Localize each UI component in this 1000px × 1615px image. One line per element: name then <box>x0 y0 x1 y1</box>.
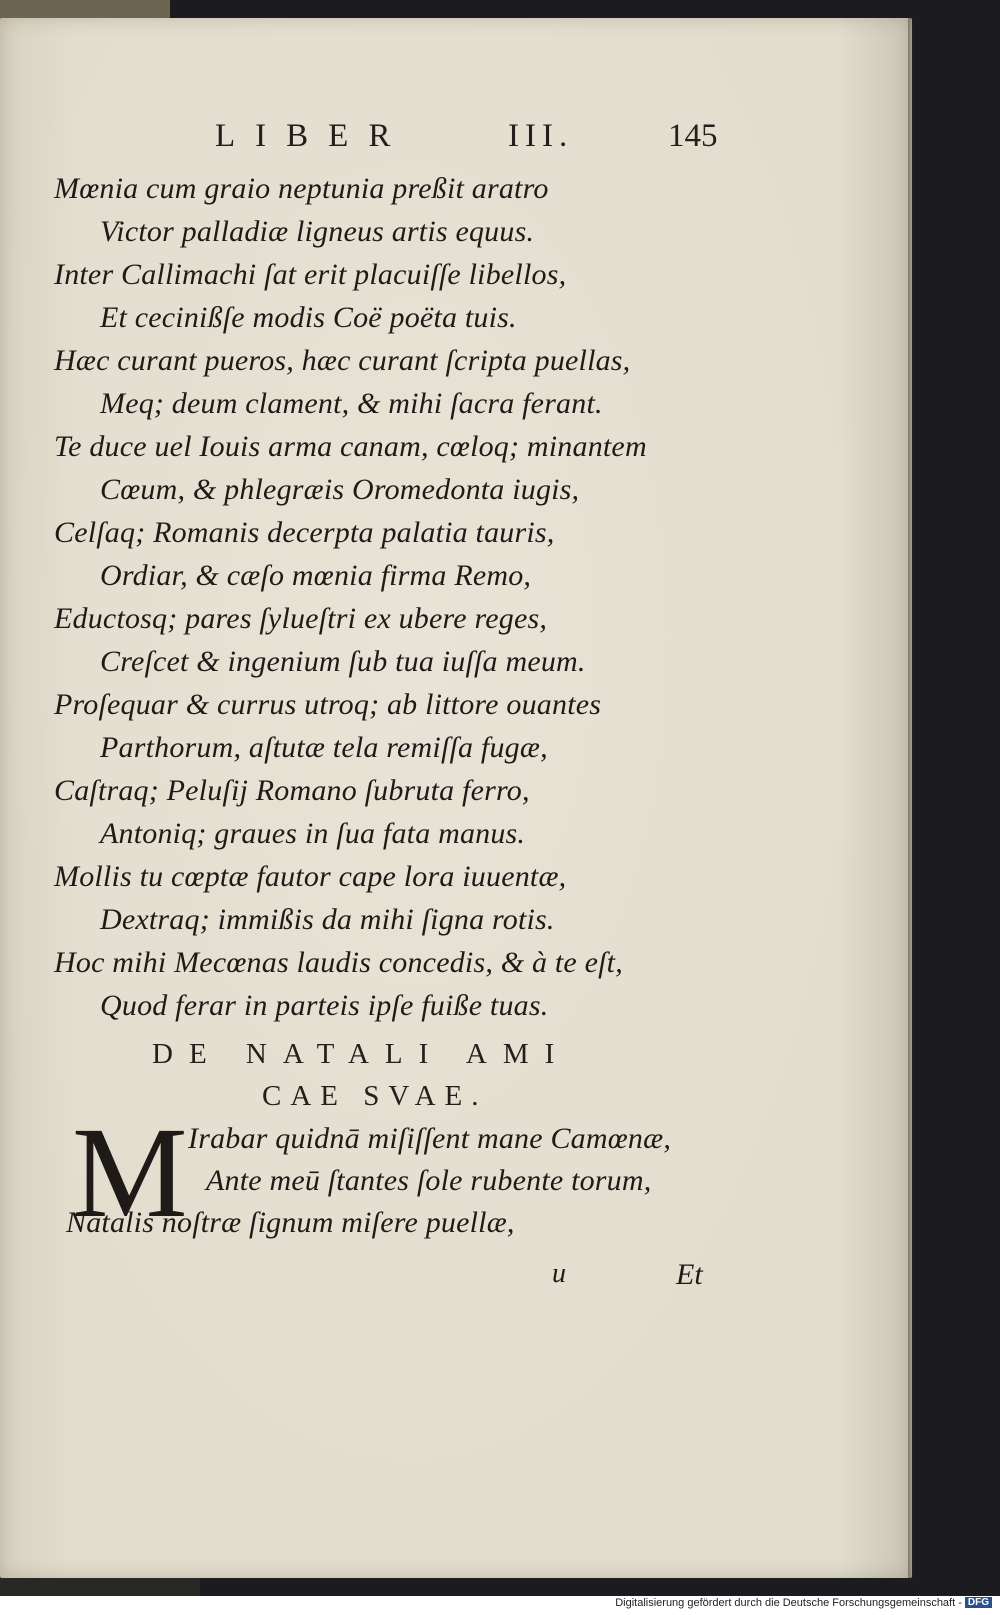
verse-line: Antoniq; graues in ſua fata manus. <box>100 817 526 850</box>
catchword: Et <box>676 1258 703 1291</box>
verse-line: Dextraq; immißis da mihi ſigna rotis. <box>100 903 555 936</box>
verse-line: Eductosq; pares ſylueſtri ex ubere reges, <box>54 602 548 635</box>
verse-line: Te duce uel Iouis arma canam, cœloq; minantem <box>54 430 647 463</box>
verse-line: Creſcet & ingenium ſub tua iuſſa meum. <box>100 645 586 678</box>
verse-line: Parthorum, aſtutæ tela remiſſa fugæ, <box>100 731 548 764</box>
verse-line: Hoc mihi Mecœnas laudis concedis, & à te eſt, <box>54 946 623 979</box>
verse-line: Et cecinißſe modis Coë poëta tuis. <box>100 301 517 334</box>
signature-mark: u <box>552 1258 566 1289</box>
verse-line: Irabar quidnā miſiſſent mane Camœnæ, <box>188 1122 672 1155</box>
dfg-logo: DFG <box>965 1597 992 1608</box>
verse-line: Ordiar, & cæſo mœnia firma Remo, <box>100 559 532 592</box>
poem-heading-line-1: DE NATALI AMI <box>152 1038 571 1070</box>
verse-line: Hæc curant pueros, hæc curant ſcripta puellas, <box>54 344 631 377</box>
verse-line: Victor palladiæ ligneus artis equus. <box>100 215 535 248</box>
verse-line: Celſaq; Romanis decerpta palatia tauris, <box>54 516 555 549</box>
verse-line: Caſtraq; Peluſij Romano ſubruta ferro, <box>54 774 530 807</box>
binding-stub-top <box>0 0 170 20</box>
verse-line: Quod ferar in parteis ipſe fuiße tuas. <box>100 989 549 1022</box>
verse-line: Meq; deum clament, & mihi ſacra ferant. <box>100 387 603 420</box>
page-number: 145 <box>668 118 718 154</box>
verse-line: Natalis noſtræ ſignum miſere puellæ, <box>66 1206 515 1239</box>
running-header <box>0 118 912 158</box>
running-title: LIBER <box>215 118 411 154</box>
drop-cap-initial: M <box>72 1101 188 1245</box>
verse-line: Proſequar & currus utroq; ab littore ouantes <box>54 688 602 721</box>
digitization-credit <box>615 1597 992 1609</box>
verse-line: Ante meū ſtantes ſole rubente torum, <box>206 1164 652 1197</box>
verse-line: Mollis tu cœptæ fautor cape lora iuuentæ, <box>54 860 567 893</box>
poem-heading-line-2: CAE SVAE. <box>262 1080 488 1112</box>
verse-line: Mœnia cum graio neptunia preßit aratro <box>54 172 549 205</box>
verse-line: Cœum, & phlegræis Oromedonta iugis, <box>100 473 580 506</box>
verse-line: Inter Callimachi ſat erit placuiſſe libellos, <box>54 258 567 291</box>
book-number: III. <box>508 118 574 154</box>
credit-text: Digitalisierung gefördert durch die Deutsche Forschungsgemeinschaft - <box>615 1597 962 1609</box>
